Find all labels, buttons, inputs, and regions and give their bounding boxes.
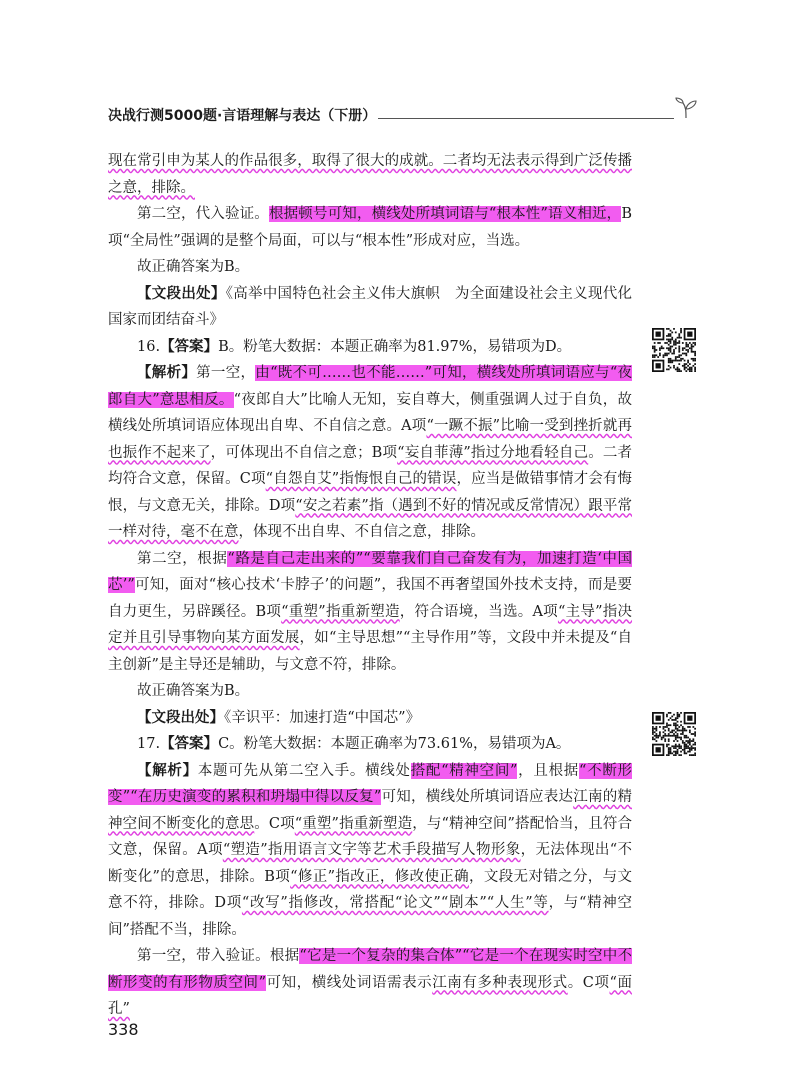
text-run: 17. [137,736,161,752]
text-run: 本题可先从第二空入手。横线处 [197,762,411,779]
highlighted-text: 根据顿号可知，横线处所填词语与“根本性”语义相近， [268,206,622,222]
underlined-text: “塑造”指用语言文字等艺术手段描写人物形象 [222,842,521,858]
text-run: 第一空， [196,365,256,381]
text-run: ，无法体现出“不断变化”的意思，排除。B项 [108,842,632,885]
analysis-17-blank-2 [108,758,632,944]
answer-16 [108,334,632,361]
text-run: 。C项 [254,815,295,832]
text-run: 。二者均符合文意，保留。C项 [108,444,633,487]
text-run: 可知，面对“核心技术‘卡脖子’的问题”，我国不再奢望国外技术支持，而是要自力更生，另辟蹊径。B项 [108,577,632,620]
header-title: 决战行测5000题·言语理解与表达（下册） [108,108,377,124]
section-label: 【解析】 [137,762,198,779]
text-run: B项“全局性”强调的是整个局面，可以与“根本性”形成对应，当选。 [108,206,633,249]
highlighted-text: “不断形变”“在历史演变的累积和坍塌中得以反复” [108,762,633,805]
source-note-2 [108,705,632,732]
underlined-text: “安之若素”指（遇到不好的情况或反常情况）跟平常一样对待，毫不在意 [108,497,633,540]
underlined-text: “一蹶不振”比喻一受到挫折就再也振作不起来了 [108,418,632,461]
text-run: ，可体现出不自信之意；B项 [210,444,398,461]
text-run: 。C项 [567,974,610,991]
underlined-text: “重塑”指重新塑造 [281,603,400,620]
section-label: 【答案】 [160,736,219,752]
analysis-16-blank-1 [108,360,632,546]
analysis-17-blank-1 [108,943,632,1023]
text-run: ，应当是做错事情才会有悔恨，与文意无关，排除。D项 [108,471,633,514]
text-run: 故正确答案为B。 [137,683,250,699]
highlighted-text: 搭配“精神空间” [410,762,518,779]
analysis-16-blank-2 [108,546,632,679]
text-run: ，文段无对错之分，与文意不符，排除。D项 [108,868,632,911]
header-rule [378,118,674,119]
paragraph-3 [108,254,632,281]
text-run: 《高举中国特色社会主义伟大旗帜 为全面建设社会主义现代化国家而团结奋斗》 [108,285,633,328]
section-label: 【文段出处】 [137,709,224,726]
text-run: 第二空，根据 [137,550,228,567]
underlined-text: “修正”指改正，修改使正确 [290,868,469,885]
text-run: ，且根据 [517,762,579,779]
text-run: 第二空，代入验证。 [137,206,269,222]
section-label: 【文段出处】 [137,285,226,302]
underlined-text: 江南有多种表现形式 [432,974,568,991]
qr-code-icon[interactable] [652,712,696,756]
text-run: 可知，横线处词语需表示 [266,974,433,991]
text-run: ，如“主导思想”“主导作用”等，文段中并未提及“自主创新”是主导还是辅助，与文意不符，排除。 [108,630,632,673]
answer-17 [108,731,632,758]
page-number: 338 [108,1020,139,1039]
text-run: 可知，横线处所填词语应表达 [381,789,574,805]
leaf-sprout-icon [674,97,698,119]
underlined-text: “主导”指决定并且引导事物向某方面发展 [108,603,633,646]
text-run: “夜郎自大”比喻人无知，妄自尊大，侧重强调人过于自负，故横线处所填词语应体现出自卑、不自信之意。A项 [108,391,632,434]
text-run: C。粉笔大数据：本题正确率为73.61%，易错项为A。 [218,736,571,752]
underlined-text: “自怨自艾”指悔恨自己的错误 [265,471,457,487]
underlined-text: “妄自菲薄”指过分地看轻自己 [397,444,589,461]
conclusion-16 [108,678,632,705]
text-run: ，体现不出自卑、不自信之意，排除。 [238,524,485,540]
qr-code-icon[interactable] [652,328,696,372]
text-run: 第一空，带入验证。根据 [137,948,300,964]
highlighted-text: “路是自己走出来的”“要靠我们自己奋发有为，加速打造‘中国芯’” [108,550,632,593]
section-label: 【解析】 [137,365,197,381]
text-run: 《辛识平：加速打造“中国芯”》 [224,709,421,726]
underlined-text: 江南的精神空间不断变化的意思 [108,789,632,832]
answer-explanation-content [108,148,632,1023]
underlined-text: “重塑”指重新塑造 [294,815,413,832]
paragraph-1 [108,148,632,201]
section-label: 【答案】 [160,338,219,355]
text-run: 16. [137,338,161,355]
text-run: B。粉笔大数据：本题正确率为81.97%，易错项为D。 [218,338,572,355]
highlighted-text: “它是一个复杂的集合体”“它是一个在现实时空中不断形变的有形物质空间” [108,948,632,991]
underlined-text: “改写”指修改，常搭配“论文”“剧本”“人生”等 [241,895,549,911]
underlined-text: “面孔” [108,974,632,1017]
text-run: ，符合语境，当选。A项 [399,603,558,620]
underlined-text: 现在常引申为某人的作品很多，取得了很大的成就。二者均无法表示得到广泛传播之意，排除。 [108,153,632,196]
paragraph-2 [108,201,632,254]
text-run: ，与“精神空间”搭配恰当，且符合文意，保留。A项 [108,815,632,858]
page-header [108,103,693,129]
highlighted-text: 由“既不可……也不能……”可知，横线处所填词语应与“夜郎自大”意思相反。 [108,365,633,408]
source-note-1 [108,281,632,334]
text-run: ，与“精神空间”搭配不当，排除。 [108,895,632,938]
text-run: 故正确答案为B。 [137,259,250,275]
